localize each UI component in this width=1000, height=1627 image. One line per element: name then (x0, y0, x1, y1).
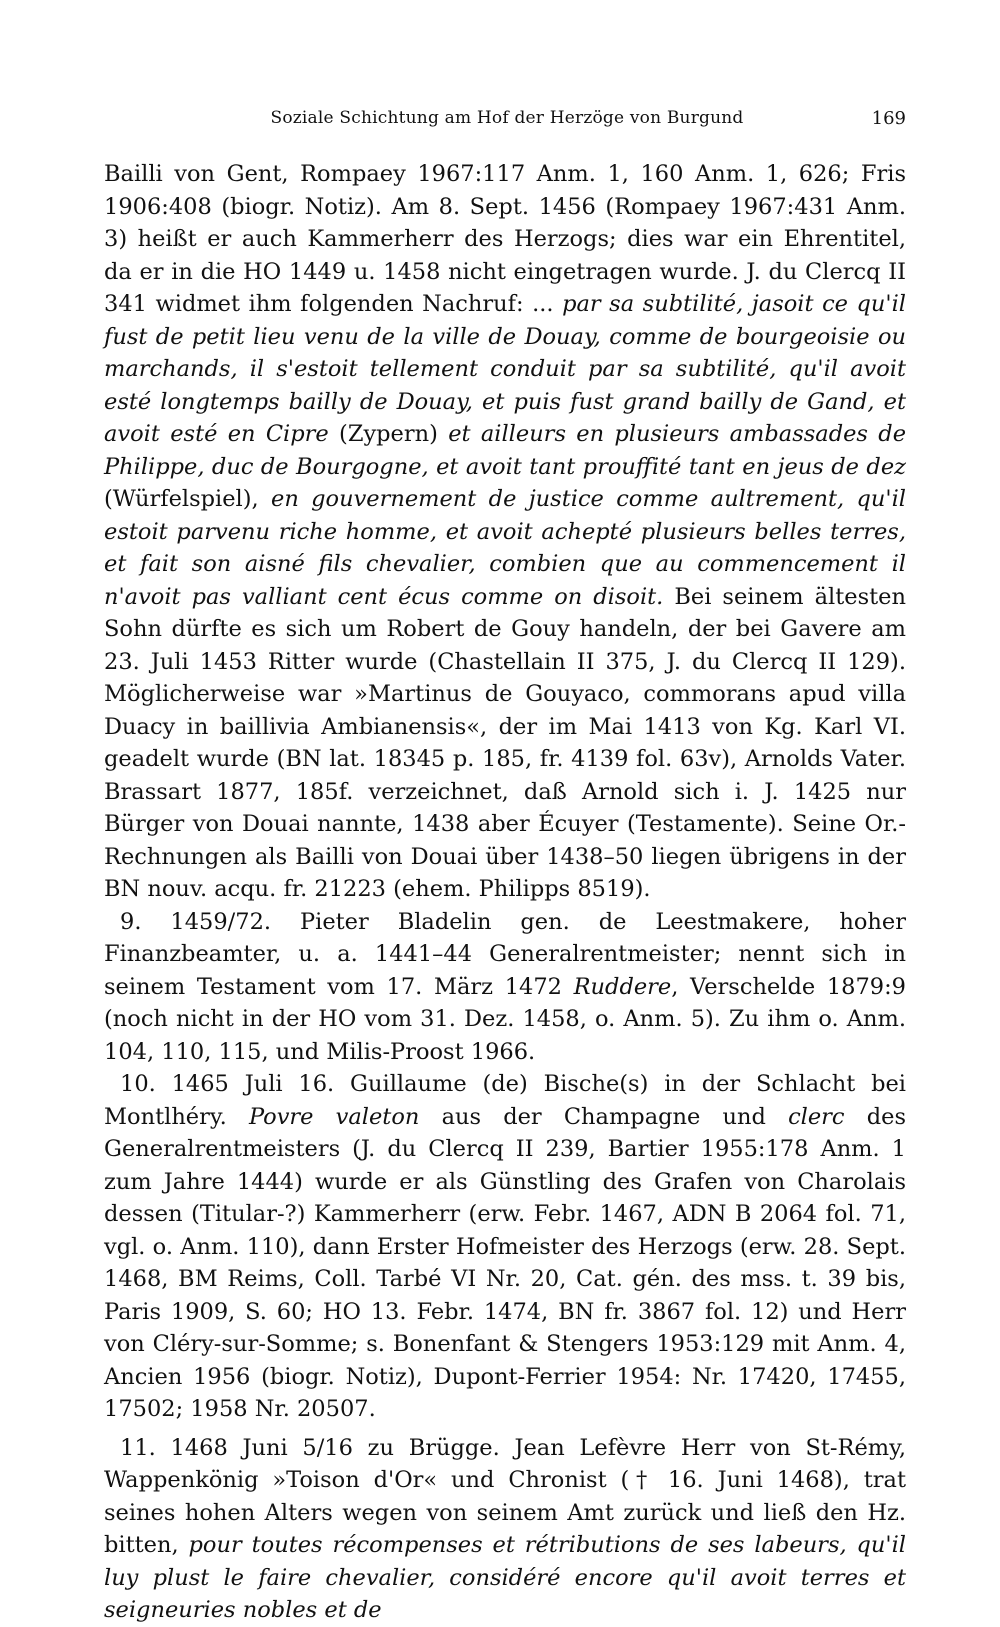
italic-quote: pour toutes récompenses et rétributions de ses labeurs, qu'il luy plust le faire chevalier, considéré encore qu'il avoit terres et seigneuries nobles et de (104, 1532, 906, 1623)
italic-quote: en gouvernement de justice comme aultrement, qu'il estoit parvenu riche homme, et avoit achepté plusieurs belles terres, et fait son aisné fils chevalier, combien que au commencement il n'avoit pas valliant cent écus comme on disoit. (104, 486, 906, 610)
italic-term: Povre valeton (248, 1103, 420, 1130)
text-segment: 9. 1459/72. Pieter Bladelin gen. de Leestmakere, hoher Finanzbeamter, u. a. 1441–44 Generalrentmeister; nennt sich in seinem Testament vom 17. März 1472 (104, 908, 906, 1000)
text-segment: , Verschelde 1879:9 (noch nicht in der HO vom 31. Dez. 1458, o. Anm. 5). Zu ihm o. Anm. 104, 110, 115, und Milis-Proost 1966. (104, 973, 906, 1065)
running-head (108, 108, 906, 134)
running-title: Soziale Schichtung am Hof der Herzöge von Burgund (270, 108, 744, 128)
page-number: 169 (871, 108, 906, 129)
text-segment: 10. 1465 Juli 16. Guillaume (de) Bische(s) in der Schlacht bei Montlhéry. (104, 1071, 906, 1130)
note-9 (104, 906, 906, 1069)
text-segment: aus der Champagne und (419, 1103, 789, 1130)
text-segment: Bei seinem ältesten Sohn dürfte es sich um Robert de Gouy handeln, der bei Gavere am 23. Juli 1453 Ritter wurde (Chastellain II 375, J. du Clercq II 129). Möglicherweise war »Martinus de Gouyaco, commorans apud villa Duacy in baillivia Ambianensis«, der im Mai 1413 von Kg. Karl VI. geadelt wurde (BN lat. 18345 p. 185, fr. 4139 fol. 63v), Arnolds Vater. Brassart 1877, 185f. verzeichnet, daß Arnold sich i. J. 1425 nur Bürger von Douai nannte, 1438 aber Écuyer (Testamente). Seine Or.-Rechnungen als Bailli von Douai über 1438–50 liegen übrigens in der BN nouv. acqu. fr. 21223 (ehem. Philipps 8519). (104, 583, 906, 902)
note-8-continuation (104, 158, 906, 906)
note-11 (104, 1432, 906, 1627)
text-segment: (Würfelspiel), (104, 486, 271, 512)
text-segment: des Generalrentmeisters (J. du Clercq II 239, Bartier 1955:178 Anm. 1 zum Jahre 1444) wurde er als Günstling des Grafen von Charolais dessen (Titular-?) Kammerherr (erw. Febr. 1467, ADN B 2064 fol. 71, vgl. o. Anm. 110), dann Erster Hofmeister des Herzogs (erw. 28. Sept. 1468, BM Reims, Coll. Tarbé VI Nr. 20, Cat. gén. des mss. t. 39 bis, Paris 1909, S. 60; HO 13. Febr. 1474, BN fr. 3867 fol. 12) und Herr von Cléry-sur-Somme; s. Bonenfant & Stengers 1953:129 mit Anm. 4, Ancien 1956 (biogr. Notiz), Dupont-Ferrier 1954: Nr. 17420, 17455, 17502; 1958 Nr. 20507. (104, 1103, 906, 1422)
italic-quote: et ailleurs en plusieurs ambassades de Philippe, duc de Bourgogne, et avoit tant prouffité tant en jeus de dez (104, 421, 907, 480)
note-10 (104, 1068, 906, 1426)
italic-term: Ruddere (573, 973, 672, 1000)
italic-term: clerc (788, 1103, 845, 1130)
italic-quote: par sa subtilité, jasoit ce qu'il fust de petit lieu venu de la ville de Douay, comme de bourgeoisie ou marchands, il s'estoit tellement conduit par sa subtilité, qu'il avoit esté longtemps bailly de Douay, et puis fust grand bailly de Gand, et avoit esté en Cipre (104, 291, 906, 447)
text-segment: Bailli von Gent, Rompaey 1967:117 Anm. 1, 160 Anm. 1, 626; Fris 1906:408 (biogr. Notiz). Am 8. Sept. 1456 (Rompaey 1967:431 Anm. 3) heißt er auch Kammerherr des Herzogs; dies war ein Ehrentitel, da er in die HO 1449 u. 1458 nicht eingetragen wurde. J. du Clercq II 341 widmet ihm folgenden Nachruf: ... (104, 161, 906, 317)
text-segment: (Zypern) (328, 421, 449, 447)
footnote-text-block (104, 158, 906, 1627)
text-segment: 11. 1468 Juni 5/16 zu Brügge. Jean Lefèvre Herr von St-Rémy, Wappenkönig »Toison d'Or« und Chronist († 16. Juni 1468), trat seines hohen Alters wegen von seinem Amt zurück und ließ den Hz. bitten, (104, 1434, 906, 1558)
